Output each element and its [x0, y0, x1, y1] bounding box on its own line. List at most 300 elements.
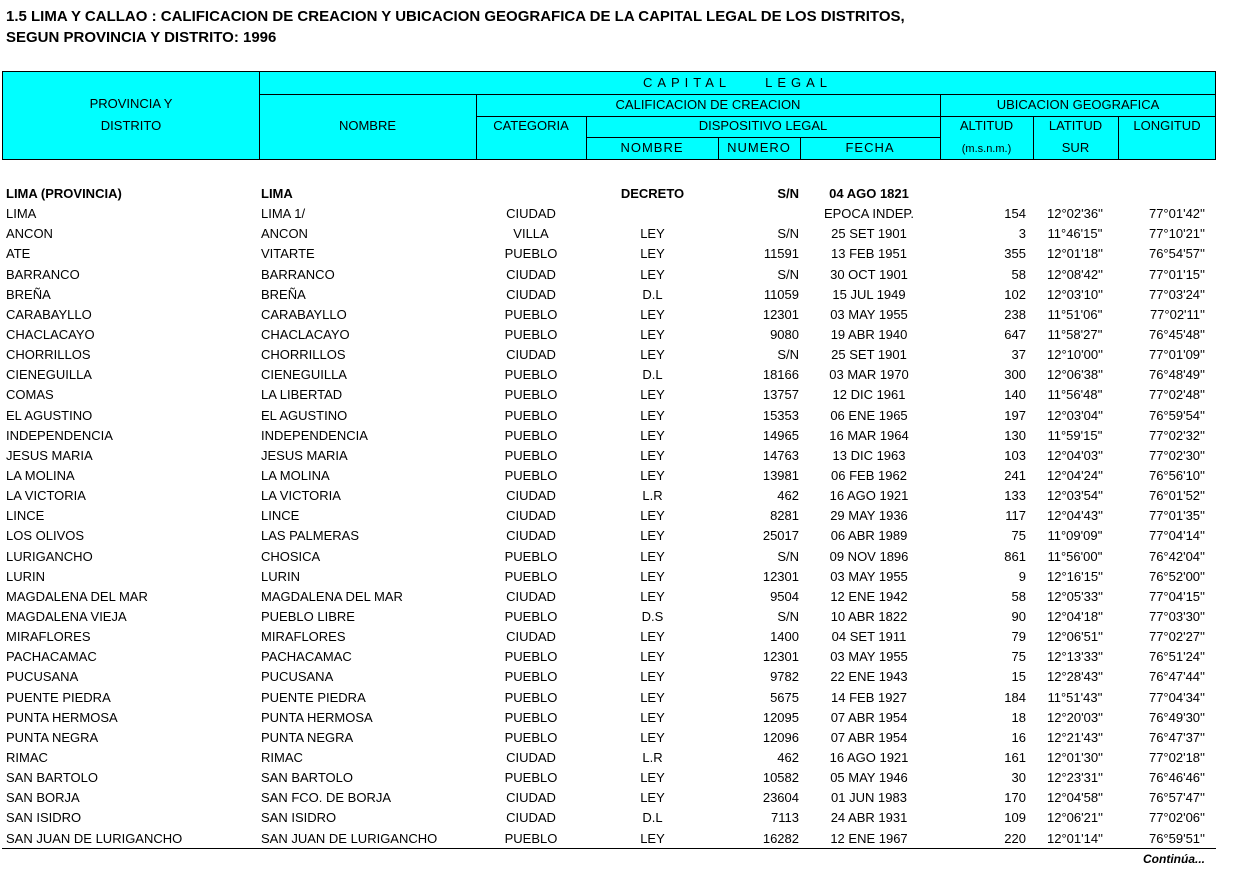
- cell-dispositivo-numero: 18166: [762, 367, 799, 383]
- cell-dispositivo-numero: 14965: [762, 427, 799, 443]
- cell-longitud: 76°59'54'': [1148, 407, 1205, 423]
- cell-dispositivo-numero: 9080: [770, 326, 799, 342]
- cell-altitud: 197: [1004, 407, 1026, 423]
- cell-dispositivo-numero: 462: [777, 749, 799, 765]
- cell-categoria: PUEBLO: [504, 709, 558, 725]
- cell-longitud: 77°01'15'': [1148, 266, 1205, 282]
- cell-capital-nombre: MIRAFLORES: [261, 629, 346, 645]
- cell-longitud: 77°04'15'': [1148, 588, 1205, 604]
- cell-longitud: 77°10'21'': [1148, 226, 1205, 242]
- cell-latitud: 12°04'03'': [1046, 447, 1104, 463]
- cell-altitud: 75: [1011, 528, 1026, 544]
- header-altitud-unit: (m.s.n.m.): [961, 143, 1012, 155]
- cell-provincia-distrito: LURIN: [6, 568, 46, 584]
- cell-capital-nombre: EL AGUSTINO: [261, 407, 348, 423]
- cell-provincia-distrito: MAGDALENA VIEJA: [6, 608, 127, 624]
- cell-provincia-distrito: LINCE: [6, 508, 45, 524]
- cell-dispositivo-fecha: 16 MAR 1964: [829, 427, 909, 443]
- cell-latitud: 11°09'09'': [1047, 528, 1103, 544]
- cell-dispositivo-fecha: 06 FEB 1962: [831, 467, 907, 483]
- cell-dispositivo-fecha: 13 DIC 1963: [832, 447, 906, 463]
- cell-dispositivo-fecha: 06 ABR 1989: [830, 528, 908, 544]
- cell-dispositivo-numero: S/N: [777, 347, 799, 363]
- cell-provincia-distrito: ATE: [6, 246, 31, 262]
- cell-capital-nombre: SAN BARTOLO: [261, 770, 353, 786]
- cell-dispositivo-fecha: 13 FEB 1951: [831, 246, 907, 262]
- cell-dispositivo-numero: 10582: [762, 770, 799, 786]
- table-row: [0, 526, 1257, 546]
- cell-capital-nombre: PUNTA HERMOSA: [261, 709, 373, 725]
- cell-provincia-distrito: PUENTE PIEDRA: [6, 689, 111, 705]
- header-disp-numero: NUMERO: [727, 140, 791, 155]
- cell-dispositivo-numero: S/N: [777, 226, 799, 242]
- cell-dispositivo-fecha: 03 MAR 1970: [829, 367, 909, 383]
- cell-categoria: CIUDAD: [506, 206, 556, 222]
- cell-categoria: PUEBLO: [504, 830, 558, 846]
- cell-dispositivo-numero: 9782: [770, 669, 799, 685]
- cell-altitud: 15: [1011, 669, 1026, 685]
- cell-latitud: 12°10'00'': [1046, 347, 1104, 363]
- cell-latitud: 11°51'43'': [1047, 689, 1103, 705]
- table-body: [0, 184, 1257, 849]
- table-row: [0, 426, 1257, 446]
- cell-longitud: 77°01'35'': [1148, 508, 1205, 524]
- cell-categoria: PUEBLO: [504, 568, 558, 584]
- cell-capital-nombre: JESUS MARIA: [261, 447, 348, 463]
- cell-dispositivo-numero: 13981: [762, 467, 799, 483]
- cell-altitud: 58: [1011, 588, 1026, 604]
- cell-categoria: PUEBLO: [504, 447, 558, 463]
- header-nombre: NOMBRE: [338, 118, 397, 133]
- table-row: [0, 325, 1257, 345]
- cell-latitud: 12°23'31'': [1046, 770, 1104, 786]
- cell-altitud: 16: [1011, 729, 1026, 745]
- cell-dispositivo-fecha: 12 ENE 1967: [830, 830, 908, 846]
- cell-provincia-distrito: PUNTA NEGRA: [6, 729, 99, 745]
- cell-altitud: 170: [1004, 790, 1026, 806]
- cell-dispositivo-fecha: 04 AGO 1821: [829, 186, 909, 201]
- header-provincia-line1: PROVINCIA Y: [89, 96, 173, 111]
- cell-provincia-distrito: LIMA: [6, 206, 37, 222]
- table-row: [0, 385, 1257, 405]
- cell-longitud: 77°02'06'': [1148, 810, 1205, 826]
- cell-dispositivo-numero: 23604: [762, 790, 799, 806]
- cell-capital-nombre: LA MOLINA: [261, 467, 330, 483]
- cell-altitud: 647: [1004, 326, 1026, 342]
- province-total-row: [0, 184, 1257, 204]
- cell-latitud: 11°56'48'': [1047, 387, 1103, 403]
- cell-longitud: 76°49'30'': [1148, 709, 1205, 725]
- header-latitud-sur: SUR: [1061, 140, 1090, 155]
- cell-longitud: 76°47'44'': [1148, 669, 1205, 685]
- cell-capital-nombre: PUEBLO LIBRE: [261, 608, 355, 624]
- table-row: [0, 265, 1257, 285]
- cell-longitud: 76°46'46'': [1148, 770, 1205, 786]
- cell-latitud: 12°03'54'': [1046, 488, 1104, 504]
- cell-capital-nombre: CARABAYLLO: [261, 306, 347, 322]
- cell-provincia-distrito: CIENEGUILLA: [6, 367, 92, 383]
- cell-latitud: 12°04'43'': [1046, 508, 1104, 524]
- cell-dispositivo-numero: 462: [777, 488, 799, 504]
- cell-dispositivo-fecha: 22 ENE 1943: [830, 669, 908, 685]
- table-row: [0, 486, 1257, 506]
- header-disp-fecha: FECHA: [845, 140, 895, 155]
- cell-dispositivo-numero: 1400: [770, 629, 799, 645]
- cell-altitud: 30: [1011, 770, 1026, 786]
- cell-dispositivo-fecha: 05 MAY 1946: [830, 770, 908, 786]
- cell-altitud: 103: [1004, 447, 1026, 463]
- cell-categoria: PUEBLO: [504, 367, 558, 383]
- cell-dispositivo-fecha: 09 NOV 1896: [829, 548, 909, 564]
- cell-latitud: 12°03'04'': [1046, 407, 1104, 423]
- cell-dispositivo-fecha: 25 SET 1901: [831, 347, 907, 363]
- cell-altitud: 79: [1011, 629, 1026, 645]
- cell-dispositivo-nombre: LEY: [640, 770, 665, 786]
- cell-altitud: 3: [1018, 226, 1026, 242]
- cell-categoria: CIUDAD: [506, 286, 556, 302]
- cell-capital-nombre: LA LIBERTAD: [261, 387, 343, 403]
- cell-provincia-distrito: MIRAFLORES: [6, 629, 91, 645]
- header-dispositivo: DISPOSITIVO LEGAL: [698, 118, 828, 133]
- cell-categoria: PUEBLO: [504, 669, 558, 685]
- cell-dispositivo-fecha: 19 ABR 1940: [830, 326, 908, 342]
- cell-categoria: CIUDAD: [506, 629, 556, 645]
- cell-dispositivo-nombre: LEY: [640, 246, 665, 262]
- cell-altitud: 241: [1004, 467, 1026, 483]
- cell-provincia-distrito: RIMAC: [6, 749, 48, 765]
- table-header: [2, 71, 1216, 160]
- cell-categoria: CIUDAD: [506, 347, 556, 363]
- cell-capital-nombre: LA VICTORIA: [261, 488, 341, 504]
- cell-categoria: PUEBLO: [504, 689, 558, 705]
- cell-categoria: PUEBLO: [504, 548, 558, 564]
- cell-dispositivo-numero: 16282: [762, 830, 799, 846]
- table-row: [0, 607, 1257, 627]
- cell-dispositivo-numero: 5675: [770, 689, 799, 705]
- cell-longitud: 77°02'30'': [1148, 447, 1205, 463]
- cell-dispositivo-nombre: LEY: [640, 226, 665, 242]
- cell-categoria: PUEBLO: [504, 326, 558, 342]
- cell-dispositivo-nombre: LEY: [640, 669, 665, 685]
- cell-categoria: VILLA: [513, 226, 549, 242]
- cell-altitud: 58: [1011, 266, 1026, 282]
- cell-categoria: CIUDAD: [506, 528, 556, 544]
- cell-dispositivo-fecha: 03 MAY 1955: [830, 568, 908, 584]
- cell-longitud: 76°51'24'': [1148, 649, 1205, 665]
- cell-dispositivo-fecha: 10 ABR 1822: [830, 608, 908, 624]
- header-calificacion: CALIFICACION DE CREACION: [615, 97, 801, 112]
- cell-provincia-distrito: MAGDALENA DEL MAR: [6, 588, 148, 604]
- cell-latitud: 11°56'00'': [1047, 548, 1103, 564]
- table-row: [0, 506, 1257, 526]
- cell-categoria: PUEBLO: [504, 729, 558, 745]
- cell-dispositivo-nombre: D.S: [641, 608, 664, 624]
- cell-longitud: 76°48'49'': [1148, 367, 1205, 383]
- cell-capital-nombre: RIMAC: [261, 749, 303, 765]
- cell-dispositivo-numero: S/N: [777, 186, 799, 201]
- cell-latitud: 11°51'06'': [1047, 306, 1103, 322]
- cell-altitud: 133: [1004, 488, 1026, 504]
- cell-provincia-distrito: SAN JUAN DE LURIGANCHO: [6, 830, 183, 846]
- cell-dispositivo-fecha: 30 OCT 1901: [830, 266, 908, 282]
- cell-altitud: 220: [1004, 830, 1026, 846]
- cell-longitud: 77°02'32'': [1148, 427, 1205, 443]
- cell-latitud: 12°08'42'': [1046, 266, 1104, 282]
- cell-dispositivo-fecha: 06 ENE 1965: [830, 407, 908, 423]
- header-divider: [259, 94, 1216, 95]
- cell-latitud: 11°46'15'': [1047, 226, 1103, 242]
- cell-capital-nombre: CIENEGUILLA: [261, 367, 347, 383]
- cell-dispositivo-nombre: LEY: [640, 508, 665, 524]
- cell-dispositivo-nombre: D.L: [642, 367, 663, 383]
- table-row: [0, 768, 1257, 788]
- cell-provincia-distrito: JESUS MARIA: [6, 447, 93, 463]
- header-altitud: ALTITUD: [959, 118, 1014, 133]
- cell-altitud: 861: [1004, 548, 1026, 564]
- cell-dispositivo-fecha: 12 ENE 1942: [830, 588, 908, 604]
- cell-altitud: 140: [1004, 387, 1026, 403]
- cell-latitud: 12°21'43'': [1046, 729, 1104, 745]
- cell-dispositivo-nombre: LEY: [640, 629, 665, 645]
- title-line-2: SEGUN PROVINCIA Y DISTRITO: 1996: [6, 29, 277, 46]
- cell-longitud: 76°54'57'': [1148, 246, 1205, 262]
- cell-dispositivo-numero: 8281: [770, 508, 799, 524]
- cell-provincia-distrito: PUNTA HERMOSA: [6, 709, 118, 725]
- cell-longitud: 76°59'51'': [1148, 830, 1205, 846]
- cell-capital-nombre: SAN JUAN DE LURIGANCHO: [261, 830, 438, 846]
- cell-dispositivo-numero: 11059: [763, 286, 799, 302]
- cell-capital-nombre: LIMA 1/: [261, 206, 306, 222]
- cell-dispositivo-numero: S/N: [777, 266, 799, 282]
- cell-capital-nombre: PUCUSANA: [261, 669, 334, 685]
- table-row: [0, 788, 1257, 808]
- cell-capital-nombre: INDEPENDENCIA: [261, 427, 368, 443]
- cell-categoria: PUEBLO: [504, 649, 558, 665]
- cell-dispositivo-nombre: D.L: [642, 286, 663, 302]
- cell-dispositivo-fecha: EPOCA INDEP.: [823, 206, 915, 222]
- cell-altitud: 9: [1018, 568, 1026, 584]
- cell-altitud: 37: [1011, 347, 1026, 363]
- cell-longitud: 77°02'27'': [1148, 629, 1205, 645]
- cell-latitud: 12°05'33'': [1046, 588, 1104, 604]
- cell-provincia-distrito: PUCUSANA: [6, 669, 79, 685]
- cell-longitud: 77°04'34'': [1148, 689, 1205, 705]
- cell-dispositivo-nombre: LEY: [640, 427, 665, 443]
- table-row: [0, 688, 1257, 708]
- cell-altitud: 109: [1004, 810, 1026, 826]
- cell-capital-nombre: SAN FCO. DE BORJA: [261, 790, 392, 806]
- cell-categoria: PUEBLO: [504, 306, 558, 322]
- cell-dispositivo-nombre: LEY: [640, 568, 665, 584]
- cell-categoria: PUEBLO: [504, 608, 558, 624]
- cell-altitud: 355: [1004, 246, 1026, 262]
- cell-dispositivo-nombre: LEY: [640, 387, 665, 403]
- cell-longitud: 77°01'09'': [1148, 347, 1205, 363]
- cell-dispositivo-numero: 11591: [763, 246, 799, 262]
- cell-longitud: 77°01'42'': [1148, 206, 1205, 222]
- cell-dispositivo-fecha: 03 MAY 1955: [830, 306, 908, 322]
- cell-capital-nombre: SAN ISIDRO: [261, 810, 337, 826]
- cell-dispositivo-numero: 9504: [770, 588, 799, 604]
- cell-dispositivo-nombre: L.R: [642, 488, 663, 504]
- table-row: [0, 728, 1257, 748]
- cell-latitud: 12°06'38'': [1046, 367, 1104, 383]
- cell-dispositivo-numero: 15353: [762, 407, 799, 423]
- cell-longitud: 77°03'30'': [1148, 608, 1205, 624]
- cell-latitud: 12°13'33'': [1046, 649, 1104, 665]
- cell-dispositivo-fecha: 14 FEB 1927: [831, 689, 907, 705]
- cell-longitud: 77°04'14'': [1148, 528, 1205, 544]
- cell-longitud: 77°03'24'': [1148, 286, 1205, 302]
- cell-latitud: 12°03'10'': [1046, 286, 1104, 302]
- cell-dispositivo-nombre: LEY: [640, 729, 665, 745]
- cell-latitud: 11°58'27'': [1047, 326, 1103, 342]
- header-divider: [586, 137, 940, 138]
- cell-provincia-distrito: PACHACAMAC: [6, 649, 97, 665]
- table-row: [0, 204, 1257, 224]
- header-provincia-line2: DISTRITO: [100, 118, 162, 133]
- cell-capital-nombre: LURIN: [261, 568, 301, 584]
- cell-latitud: 12°01'18'': [1046, 246, 1104, 262]
- cell-dispositivo-nombre: LEY: [640, 347, 665, 363]
- header-categoria: CATEGORIA: [493, 118, 569, 133]
- cell-dispositivo-fecha: 07 ABR 1954: [830, 729, 908, 745]
- table-row: [0, 345, 1257, 365]
- cell-latitud: 12°20'03'': [1046, 709, 1104, 725]
- cell-dispositivo-fecha: 01 JUN 1983: [831, 790, 907, 806]
- cell-longitud: 77°02'48'': [1148, 387, 1205, 403]
- cell-dispositivo-nombre: LEY: [640, 830, 665, 846]
- table-bottom-rule: [2, 848, 1216, 849]
- continua-note: Continúa...: [1143, 852, 1205, 866]
- cell-latitud: 11°59'15'': [1047, 427, 1103, 443]
- cell-dispositivo-fecha: 03 MAY 1955: [830, 649, 908, 665]
- cell-longitud: 76°01'52'': [1148, 488, 1205, 504]
- table-row: [0, 547, 1257, 567]
- table-row: [0, 446, 1257, 466]
- cell-dispositivo-nombre: LEY: [640, 689, 665, 705]
- cell-dispositivo-nombre: LEY: [640, 467, 665, 483]
- cell-categoria: CIUDAD: [506, 790, 556, 806]
- cell-categoria: CIUDAD: [506, 749, 556, 765]
- cell-dispositivo-nombre: LEY: [640, 447, 665, 463]
- cell-latitud: 12°16'15'': [1046, 568, 1104, 584]
- cell-dispositivo-nombre: LEY: [640, 588, 665, 604]
- cell-dispositivo-nombre: DECRETO: [620, 186, 685, 201]
- cell-capital-nombre: CHACLACAYO: [261, 326, 350, 342]
- cell-dispositivo-fecha: 15 JUL 1949: [832, 286, 906, 302]
- cell-latitud: 12°28'43'': [1046, 669, 1104, 685]
- cell-categoria: PUEBLO: [504, 387, 558, 403]
- cell-capital-nombre: BARRANCO: [261, 266, 335, 282]
- cell-dispositivo-nombre: LEY: [640, 306, 665, 322]
- table-row: [0, 667, 1257, 687]
- header-capital-legal: CAPITAL LEGAL: [642, 75, 833, 90]
- header-ubicacion: UBICACION GEOGRAFICA: [996, 97, 1160, 112]
- cell-capital-nombre: VITARTE: [261, 246, 315, 262]
- header-disp-nombre: NOMBRE: [620, 140, 684, 155]
- cell-capital-nombre: PACHACAMAC: [261, 649, 352, 665]
- cell-provincia-distrito: LA VICTORIA: [6, 488, 86, 504]
- cell-dispositivo-nombre: LEY: [640, 266, 665, 282]
- cell-dispositivo-nombre: LEY: [640, 790, 665, 806]
- cell-dispositivo-nombre: LEY: [640, 548, 665, 564]
- cell-capital-nombre: BREÑA: [261, 286, 306, 302]
- cell-provincia-distrito: LA MOLINA: [6, 467, 75, 483]
- cell-provincia-distrito: LURIGANCHO: [6, 548, 93, 564]
- table-row: [0, 808, 1257, 828]
- cell-capital-nombre: CHORRILLOS: [261, 347, 346, 363]
- cell-categoria: CIUDAD: [506, 508, 556, 524]
- table-row: [0, 587, 1257, 607]
- cell-categoria: PUEBLO: [504, 407, 558, 423]
- table-title: [6, 6, 1236, 48]
- cell-dispositivo-numero: 7113: [771, 810, 799, 826]
- cell-provincia-distrito: BARRANCO: [6, 266, 80, 282]
- cell-capital-nombre: PUNTA NEGRA: [261, 729, 354, 745]
- cell-capital-nombre: LIMA: [261, 186, 293, 201]
- cell-categoria: PUEBLO: [504, 246, 558, 262]
- cell-capital-nombre: LINCE: [261, 508, 300, 524]
- header-longitud: LONGITUD: [1133, 118, 1201, 133]
- cell-longitud: 77°02'11'': [1149, 306, 1205, 322]
- cell-capital-nombre: ANCON: [261, 226, 308, 242]
- cell-provincia-distrito: CHACLACAYO: [6, 326, 95, 342]
- title-line-1: 1.5 LIMA Y CALLAO : CALIFICACION DE CREACION Y UBICACION GEOGRAFICA DE LA CAPITAL LEGAL DE LOS DISTRITOS,: [6, 8, 905, 25]
- cell-provincia-distrito: ANCON: [6, 226, 53, 242]
- cell-dispositivo-nombre: LEY: [640, 649, 665, 665]
- cell-provincia-distrito: BREÑA: [6, 286, 51, 302]
- cell-dispositivo-fecha: 04 SET 1911: [831, 629, 907, 645]
- cell-dispositivo-fecha: 16 AGO 1921: [829, 749, 909, 765]
- cell-categoria: CIUDAD: [506, 266, 556, 282]
- cell-dispositivo-nombre: LEY: [640, 407, 665, 423]
- cell-provincia-distrito: SAN ISIDRO: [6, 810, 82, 826]
- cell-latitud: 12°04'18'': [1046, 608, 1104, 624]
- cell-dispositivo-numero: 25017: [762, 528, 799, 544]
- table-row: [0, 829, 1257, 849]
- cell-categoria: PUEBLO: [504, 467, 558, 483]
- cell-latitud: 12°06'51'': [1046, 629, 1104, 645]
- cell-dispositivo-nombre: LEY: [640, 709, 665, 725]
- cell-altitud: 90: [1011, 608, 1026, 624]
- cell-longitud: 76°57'47'': [1148, 790, 1205, 806]
- table-row: [0, 305, 1257, 325]
- cell-altitud: 130: [1004, 427, 1026, 443]
- cell-provincia-distrito: LIMA (PROVINCIA): [6, 186, 122, 201]
- cell-altitud: 154: [1004, 206, 1026, 222]
- cell-altitud: 75: [1011, 649, 1026, 665]
- cell-categoria: CIUDAD: [506, 810, 556, 826]
- cell-dispositivo-fecha: 25 SET 1901: [831, 226, 907, 242]
- table-row: [0, 365, 1257, 385]
- cell-provincia-distrito: LOS OLIVOS: [6, 528, 85, 544]
- cell-altitud: 184: [1004, 689, 1026, 705]
- cell-altitud: 102: [1004, 286, 1026, 302]
- cell-dispositivo-numero: 14763: [762, 447, 799, 463]
- table-row: [0, 244, 1257, 264]
- cell-altitud: 300: [1004, 367, 1026, 383]
- cell-longitud: 76°45'48'': [1148, 326, 1205, 342]
- table-row: [0, 466, 1257, 486]
- cell-longitud: 77°02'18'': [1148, 749, 1205, 765]
- cell-longitud: 76°52'00'': [1148, 568, 1205, 584]
- cell-dispositivo-numero: 12301: [762, 649, 799, 665]
- table-row: [0, 748, 1257, 768]
- cell-capital-nombre: CHOSICA: [261, 548, 321, 564]
- cell-provincia-distrito: COMAS: [6, 387, 54, 403]
- cell-latitud: 12°02'36'': [1046, 206, 1104, 222]
